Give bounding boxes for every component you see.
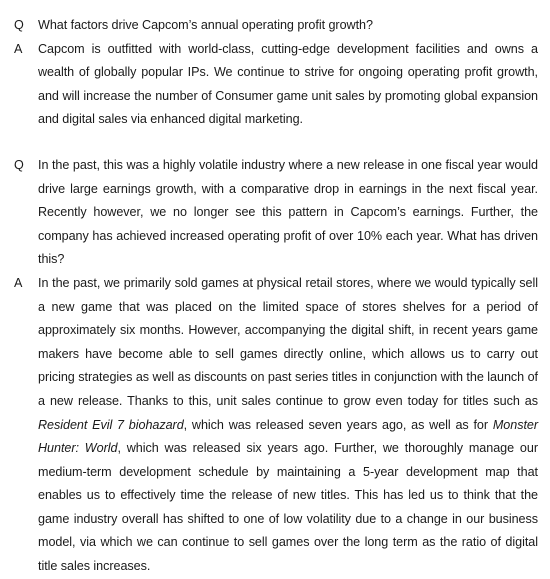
answer-text-part-1: In the past, we primarily sold games at physical retail stores, where we would typically sell a new game that was placed on the limited space of stores shelves for a period of approximately six months. However, accompanying the digital shift, in recent years game makers have become able to sell games directly online, which allows us to carry out pricing strategies as well as discounts on past series titles in conjunction with the launch of a new release. Thanks to this, unit sales continue to grow even today for titles such as: [38, 275, 538, 408]
question-text: In the past, this was a highly volatile industry where a new release in one fiscal year would drive large earnings growth, with a comparative drop in earnings in the next fiscal year. Recently however, we no longer see this pattern in Capcom’s earnings. Further, the company has achieved increased operating profit of over 10% each year. What has driven this?: [38, 157, 538, 267]
answer-marker: A: [14, 41, 23, 56]
question-marker: Q: [14, 18, 24, 32]
answer-marker: A: [14, 275, 23, 290]
answer-text: [38, 272, 538, 579]
answer-1: [14, 38, 538, 132]
question-2: [14, 154, 538, 272]
answer-2: [14, 272, 538, 579]
section-gap: [14, 132, 538, 154]
game-title-monster-hunter: Monster Hunter: World: [38, 417, 539, 456]
question-1: [14, 14, 538, 38]
answer-text-part-2: , which was released seven years ago, as well as for: [183, 417, 493, 432]
answer-text: Capcom is outfitted with world-class, cutting-edge development facilities and owns a wealth of globally popular IPs. We continue to strive for ongoing operating profit growth, and will increase the number of Consumer game unit sales by promoting global expansion and digital sales via enhanced digital marketing.: [38, 41, 538, 127]
game-title-resident-evil: Resident Evil 7 biohazard: [38, 417, 184, 432]
question-text: What factors drive Capcom’s annual operating profit growth?: [38, 18, 373, 32]
question-marker: Q: [14, 157, 24, 172]
answer-text-part-3: , which was released six years ago. Further, we thoroughly manage our medium-term development schedule by maintaining a 5-year development map that enables us to effectively time the release of new titles. This has led us to think that the game industry overall has shifted to one of low volatility due to a change in our business model, via which we can continue to sell games over the long term as the ratio of digital title sales increases.: [38, 441, 538, 574]
